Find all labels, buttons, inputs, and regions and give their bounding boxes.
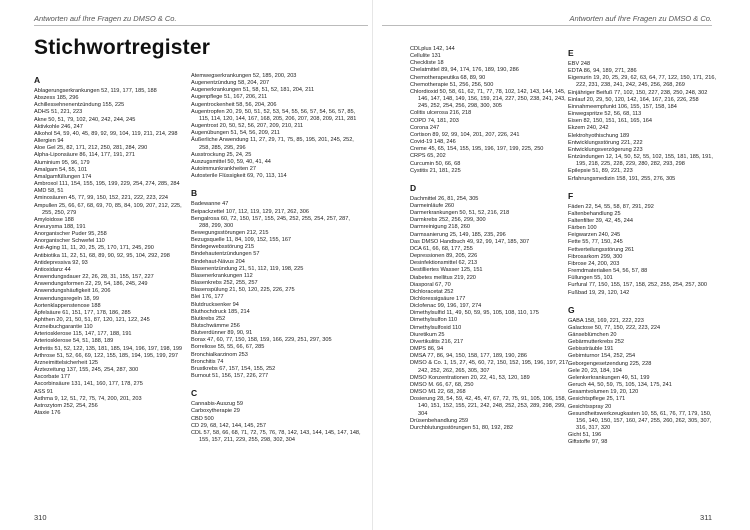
index-entry: Darmerkrankungen 50, 51, 52, 216, 218 xyxy=(410,210,510,217)
index-entry: Entwicklungsverzögerung 223 xyxy=(568,146,643,153)
index-entry: DMSO M. 66, 67, 68, 250 xyxy=(410,381,474,388)
index-entry: Dichloracetat 252 xyxy=(410,288,454,295)
index-entry: Amyloidose 188 xyxy=(34,216,74,223)
index-entry: Bewegungsstörungen 212, 215 xyxy=(191,229,269,236)
index-entry: Gebirnturnor 154, 252, 254 xyxy=(568,353,636,360)
section-letter: D xyxy=(410,182,417,193)
index-entry: Gebärmutterkrebs 252 xyxy=(568,339,624,346)
index-entry: Cortison 89, 92, 99, 104, 201, 207, 226, 241 xyxy=(410,131,520,138)
index-entry: Checkliste 18 xyxy=(410,60,444,67)
index-entry: Fettverteilungsstörung 261 xyxy=(568,246,635,253)
index-entry: CRPS 65, 202 xyxy=(410,153,446,160)
index-entry: Aminosäuren 45, 77, 99, 150, 152, 221, 222, 223, 224 xyxy=(34,195,169,202)
index-entry: Färben 100 xyxy=(568,225,597,232)
index-entry: Fußbad 19, 29, 120, 142 xyxy=(568,289,630,296)
index-entry: Beipackzettel 107, 112, 119, 129, 217, 262, 306 xyxy=(191,208,309,215)
index-entry: Blasenkrebs 252, 255, 257 xyxy=(191,280,258,287)
index-entry: Bindegewebsstörung 215 xyxy=(191,244,255,251)
index-entry: Dachmittel 26, 81, 254, 305 xyxy=(410,195,479,202)
index-entry: Abszess 185, 296 xyxy=(34,95,79,102)
index-entry: Aphthen 20, 21, 50, 51, 87, 120, 121, 122, 245 xyxy=(34,317,150,323)
index-entry: Fäden 22, 54, 55, 58, 87, 291, 292 xyxy=(568,203,654,210)
index-entry: Antioxidanz 44 xyxy=(34,266,71,273)
index-entry: Gicht 51, 196 xyxy=(568,432,602,439)
index-entry: Äpfelsäure 61, 151, 177, 178, 186, 285 xyxy=(34,309,131,316)
index-entry: Epilepsie 51, 89, 221, 223 xyxy=(568,168,633,175)
index-entry: Anti-Aging 11, 11, 20, 25, 25, 170, 171, 245, 290 xyxy=(34,245,154,252)
index-entry: ADHS 51, 221, 223 xyxy=(34,109,83,116)
index-entry: Bezugsquelle 11, 84, 109, 152, 155, 167 xyxy=(191,237,292,244)
index-entry: Antibiotika 11, 22, 51, 68, 89, 90, 92, 95, 104, 292, 298 xyxy=(34,252,170,259)
index-entry: Diabetes mellitus 219, 220 xyxy=(410,274,476,281)
index-entry: Dimethylsulfoxid 110 xyxy=(410,324,462,331)
index-entry: Augenerkrankungen 51, 58, 51, 52, 181, 204, 211 xyxy=(191,87,315,94)
index-entry: Gänseblümchen 20 xyxy=(568,332,617,338)
index-entry: Cystitis 21, 181, 225 xyxy=(410,167,461,174)
index-entry: Aktivkohle 246, 247 xyxy=(34,123,83,130)
index-entry: Gebissträuble 191 xyxy=(568,346,614,353)
index-entry: Anwendungsformen 22, 29, 54, 186, 245, 249 xyxy=(34,281,148,288)
index-entry: CBD 500 xyxy=(191,415,214,422)
index-column xyxy=(568,46,718,447)
section-letter: A xyxy=(34,75,41,85)
section-letter: B xyxy=(191,188,198,199)
index-entry: Arzneimittelsicherheit 125 xyxy=(34,359,99,366)
index-entry: Gelenkerkrankungen 49, 51, 199 xyxy=(568,374,650,381)
index-entry: Augentropfen 20, 29, 50, 51, 52, 53, 54, 55, 56, 57, 54, 56, 57, 85, 115, 114, 120, 144, 167, 168, 205, 206, 207, 208, 209, 211, 281 xyxy=(191,108,357,122)
index-entry: Ambroxol 111, 154, 155, 195, 199, 229, 254, 274, 285, 284 xyxy=(34,181,180,188)
index-entry: Gele 20, 23, 184, 194 xyxy=(568,367,622,374)
index-entry: Entwicklungsstörung 221, 222 xyxy=(568,139,643,146)
index-entry: Chemotherapeutika 68, 89, 90 xyxy=(410,74,486,81)
index-entry: Blasenspülung 21, 50, 120, 225, 226, 275 xyxy=(191,287,295,294)
index-entry: Diasporal 67, 70 xyxy=(410,281,451,288)
index-entry: Einlauf 20, 29, 50, 120, 142, 164, 167, 216, 226, 258 xyxy=(568,96,699,103)
index-entry: Darmeinläufe 260 xyxy=(410,202,455,209)
index-entry: CD 29, 68, 142, 144, 145, 257 xyxy=(191,422,266,429)
index-entry: Astrozytom 252, 254, 256 xyxy=(34,402,98,409)
index-entry: Badewanne 47 xyxy=(191,201,229,208)
index-entry: Ampullen 25, 66, 67, 68, 69, 70, 85, 84, 109, 207, 212, 225, 255, 250, 279 xyxy=(34,202,182,216)
index-entry: Aloe Gel 25, 82, 171, 212, 250, 281, 284, 290 xyxy=(34,145,148,152)
index-entry: Dimethylsulfon 110 xyxy=(410,317,458,324)
index-entry: Blasenerkrankungen 112 xyxy=(191,272,253,279)
index-entry: Curcumin 50, 66, 68 xyxy=(410,160,461,167)
index-entry: Einjähriger Beifuß 77, 102, 150, 227, 238, 250, 248, 302 xyxy=(568,89,708,96)
spacer xyxy=(191,180,361,186)
index-entry: Anwendungshäufigkeit 16, 206 xyxy=(34,288,111,295)
index-entry: CDL 57, 58, 66, 68, 71, 72, 75, 76, 78, 142, 143, 144, 145, 147, 148, 155, 157, 211, 229, 255, 298, 302, 304 xyxy=(191,429,361,444)
index-entry: Arthritis 51, 52, 122, 135, 181, 185, 194, 196, 197, 198, 199 xyxy=(34,345,183,352)
index-entry: Chelatmittel 89, 94, 174, 176, 189, 190, 286 xyxy=(410,67,519,74)
index-column xyxy=(410,46,570,432)
index-entry: Dichloressigsäure 177 xyxy=(410,296,466,302)
index-entry: Darmsanierung 25, 149, 185, 235, 296 xyxy=(410,231,506,238)
header-rule xyxy=(34,25,368,26)
index-entry: Amalgam 54, 55, 101 xyxy=(34,166,88,173)
index-entry: Geborgengesetzendung 225, 228 xyxy=(568,360,652,367)
index-entry: Giftstoffe 97, 98 xyxy=(568,439,608,446)
index-entry: EBV 248 xyxy=(568,61,591,67)
index-entry: DMSO Konzentrationen 20, 22, 41, 53, 120, 189 xyxy=(410,374,530,381)
running-header: Antworten auf Ihre Fragen zu DMSO & Co. xyxy=(569,14,712,23)
index-entry: Einnahmeempfunkt 106, 155, 157, 158, 184 xyxy=(568,103,677,110)
index-entry: ASS 91 xyxy=(34,388,53,395)
index-entry: Augentrockenheit 58, 56, 204, 206 xyxy=(191,101,277,108)
index-entry: Dimethylsulfid 11, 49, 50, 59, 95, 105, 108, 110, 175 xyxy=(410,310,539,317)
index-entry: Arthrose 51, 52, 66, 69, 122, 155, 185, 194, 195, 199, 297 xyxy=(34,352,178,359)
index-entry: Arzneibuchgarantie 110 xyxy=(34,324,93,331)
index-entry: Gesundheitswerkzeugkasten 10, 55, 61, 76, 77, 179, 150, 156, 140, 150, 157, 160, 247, 255, 260, 262, 305, 307, 316, 317, 320 xyxy=(568,410,712,432)
index-entry: Aortenklappenstenose 188 xyxy=(34,302,101,309)
index-entry: Anorganischer Schwefel 110 xyxy=(34,238,105,245)
index-entry: Diuretikum 25 xyxy=(410,331,445,338)
index-entry: Arteriosklerose 54, 51, 188, 189 xyxy=(34,338,114,345)
index-entry: Blasenentzündung 21, 51, 112, 119, 198, 225 xyxy=(191,265,304,272)
index-entry: Augenpflege 51, 167, 206, 211 xyxy=(191,94,268,101)
index-entry: EDTA 86, 94, 189, 271, 286 xyxy=(568,68,637,75)
index-entry: Atemwegserkrankungen 52, 185, 200, 203 xyxy=(191,73,297,79)
page-title: Stichwortregister xyxy=(34,36,211,59)
index-entry: Fette 55, 77, 150, 245 xyxy=(568,239,623,246)
index-entry: Akne 50, 51, 79, 102, 240, 242, 244, 245 xyxy=(34,116,136,123)
index-entry: Anwendungsregeln 18, 99 xyxy=(34,295,100,302)
index-entry: DMPS 86, 94 xyxy=(410,346,444,353)
index-entry: Durchblutungsstörungen 51, 80, 192, 282 xyxy=(410,424,513,431)
index-entry: Augentrost 20, 50, 52, 56, 207, 209, 210, 211 xyxy=(191,123,304,130)
index-entry: Das DMSO Handbuch 49, 92, 99, 147, 185, 307 xyxy=(410,238,530,245)
index-entry: Aneurysma 188, 191 xyxy=(34,223,86,230)
index-entry: Blei 176, 177 xyxy=(191,294,224,301)
index-entry: Entzündungen 12, 14, 50, 52, 55, 102, 155, 181, 185, 191, 195, 218, 225, 228, 229, 280, 282, 293, 298 xyxy=(568,154,713,168)
index-entry: Desinfektionsmittel 62, 213 xyxy=(410,260,478,267)
index-entry: Drüsenbehandlung 259 xyxy=(410,417,469,424)
index-entry: Bronchialkarzinom 253 xyxy=(191,351,248,358)
index-entry: Divertikulitis 216, 217 xyxy=(410,338,464,345)
left-page xyxy=(0,0,373,530)
page-number: 310 xyxy=(34,513,47,522)
index-entry: Äußerliche Anwendung 11, 27, 29, 71, 75, 85, 195, 201, 245, 252, 258, 285, 295, 296 xyxy=(191,137,354,151)
index-entry: Blutdrucksenker 94 xyxy=(191,301,239,308)
index-entry: Gesamtvolumen 19, 20, 120 xyxy=(568,389,639,396)
index-entry: DMSO M1 22, 68, 268 xyxy=(410,389,466,396)
index-entry: Fibrosarkom 299, 300 xyxy=(568,253,623,260)
index-entry: Cellulite 131 xyxy=(410,53,441,60)
index-entry: Allergien 94 xyxy=(34,138,64,145)
index-entry: Gesichtsspray 20 xyxy=(568,403,612,410)
section-letter: F xyxy=(568,190,574,201)
index-entry: Auszugsmittel 50, 59, 40, 41, 44 xyxy=(191,158,271,165)
index-entry: Elektrohyothischung 189 xyxy=(568,132,630,139)
index-entry: DMSO & Co. 1, 15, 27, 45, 60, 72, 150, 152, 195, 196, 197, 217, 242, 252, 262, 265, 305, 307 xyxy=(410,360,570,374)
index-entry: Eisen 82, 150, 151, 161, 165, 164 xyxy=(568,118,652,125)
index-column xyxy=(34,73,184,417)
index-entry: Darmreinigung 218, 260 xyxy=(410,224,471,231)
index-entry: Füllungen 55, 101 xyxy=(568,275,613,282)
index-entry: Asthma 9, 12, 51, 72, 75, 74, 200, 201, 203 xyxy=(34,395,142,402)
index-entry: COPD 74, 181, 203 xyxy=(410,117,459,124)
index-entry: Chemotherapie 51, 256, 256, 500 xyxy=(410,81,494,88)
index-entry: Bindehaut-Nävus 204 xyxy=(191,258,245,265)
index-entry: Augenentzündung 58, 204, 207 xyxy=(191,80,270,87)
index-entry: Ekzem 240, 242 xyxy=(568,125,609,132)
index-entry: Bluthochdruck 185, 214 xyxy=(191,308,250,315)
index-entry: CDLplus 142, 144 xyxy=(410,46,455,52)
header-rule xyxy=(382,25,712,26)
index-entry: Borax 47, 60, 77, 150, 158, 159, 166, 229, 251, 297, 305 xyxy=(191,337,332,344)
index-entry: Antidepressiva 92, 93 xyxy=(34,259,88,266)
right-page xyxy=(378,0,750,530)
running-header: Antworten auf Ihre Fragen zu DMSO & Co. xyxy=(34,14,177,23)
index-entry: Autoimmunkrankheiten 27 xyxy=(191,166,256,173)
index-entry: Arteriosklerose 115, 147, 177, 188, 191 xyxy=(34,331,132,338)
index-entry: Brustkrebs 67, 157, 154, 155, 252 xyxy=(191,365,276,372)
index-entry: Faltenfilter 39, 42, 45, 244 xyxy=(568,217,633,224)
index-entry: Ablagerungserkrankungen 52, 119, 177, 185, 188 xyxy=(34,88,157,94)
index-entry: Dosierung 28, 54, 59, 42, 45, 47, 67, 72, 75, 91, 105, 106, 158, 140, 151, 152, 155, 221, 242, 248, 252, 253, 289, 298, 299, 304 xyxy=(410,396,567,417)
index-entry: Cannabis-Auszug 59 xyxy=(191,401,243,408)
index-entry: Ärztezeitung 137, 155, 245, 254, 287, 300 xyxy=(34,367,139,374)
index-entry: Eigenurin 19, 20, 25, 29, 62, 63, 64, 77, 122, 150, 171, 216, 222, 231, 238, 241, 242, 245, 256, 268, 269 xyxy=(568,75,717,89)
index-entry: Faltenbehandlung 25 xyxy=(568,210,621,217)
section-letter: E xyxy=(568,48,574,58)
index-entry: Einwegspritze 52, 56, 68, 113 xyxy=(568,111,642,118)
index-entry: DMSA 77, 86, 94, 150, 158, 177, 189, 190, 286 xyxy=(410,353,527,360)
index-entry: AMD 58, 51 xyxy=(34,188,64,195)
index-entry: Furfural 77, 150, 155, 157, 158, 252, 255, 254, 257, 300 xyxy=(568,282,708,289)
index-entry: Amalgamfüllungen 174 xyxy=(34,173,92,180)
index-entry: Borreliose 55, 55, 66, 67, 285 xyxy=(191,344,265,351)
index-entry: Creme 45, 65, 154, 155, 195, 196, 197, 199, 225, 250 xyxy=(410,146,544,153)
index-entry: Augenübungen 51, 54, 56, 209, 211 xyxy=(191,130,280,137)
spacer xyxy=(410,175,570,181)
index-entry: Diclofenac 99, 196, 197, 274 xyxy=(410,303,482,310)
index-column xyxy=(191,73,361,444)
section-letter: C xyxy=(191,388,198,399)
index-entry: Ataxie 176 xyxy=(34,410,61,417)
index-entry: DCA 61, 66, 68, 177, 255 xyxy=(410,245,473,252)
index-entry: Ascorbate 177 xyxy=(34,374,71,381)
index-entry: Covid-19 148, 246 xyxy=(410,139,456,146)
index-entry: Colitis ulcerosa 216, 218 xyxy=(410,110,472,117)
index-entry: Destilliertes Wasser 125, 151 xyxy=(410,267,483,274)
index-entry: Alkohol 54, 59, 40, 45, 89, 92, 99, 104, 119, 211, 214, 298 xyxy=(34,130,178,137)
index-entry: Blutschwämme 256 xyxy=(191,323,240,329)
index-entry: Ascorbinsäure 131, 141, 160, 177, 178, 275 xyxy=(34,381,143,388)
index-entry: Blutverdünner 89, 90, 91 xyxy=(191,330,253,337)
index-entry: Burnout 51, 156, 157, 226, 277 xyxy=(191,373,269,380)
index-entry: Autosterile Flüssigkeit 69, 70, 113, 114 xyxy=(191,173,287,180)
section-letter: G xyxy=(568,304,575,315)
index-entry: Ausstrockung 25, 24, 25 xyxy=(191,151,252,158)
index-entry: Bengalrosa 60, 72, 150, 157, 155, 245, 252, 255, 254, 257, 287, 288, 299, 300 xyxy=(191,215,350,229)
index-entry: Corona 247 xyxy=(410,124,440,131)
index-entry: Carboxytherapie 29 xyxy=(191,408,240,415)
index-entry: Aluminium 95, 96, 179 xyxy=(34,159,90,166)
index-entry: Chlordioxid 50, 58, 61, 62, 71, 77, 78, 102, 142, 143, 144, 145, 146, 147, 148, 149, 156, 159, 214, 227, 250, 238, 241, 243, 245, 252, 254, 256, 298, 300, 305 xyxy=(410,88,566,110)
index-entry: Anorganischer Puder 95, 258 xyxy=(34,231,107,238)
index-entry: Feigwarzen 240, 245 xyxy=(568,232,621,239)
index-entry: Anwendungsdauer 22, 26, 28, 31, 155, 157, 227 xyxy=(34,274,154,281)
spacer xyxy=(568,183,718,189)
index-entry: Alpha-Liponsäure 86, 114, 177, 191, 271 xyxy=(34,152,135,159)
index-entry: Darmkrebs 252, 256, 299, 300 xyxy=(410,217,486,224)
spacer xyxy=(568,297,718,303)
index-entry: GABA 158, 169, 221, 222, 223 xyxy=(568,317,644,324)
index-entry: Geruch 44, 50, 59, 75, 105, 134, 175, 241 xyxy=(568,382,672,389)
index-entry: Achillessehnenentzündung 155, 225 xyxy=(34,102,125,109)
index-entry: Gesichtspflege 25, 171 xyxy=(568,396,626,403)
index-entry: Bindehautentzündungen 57 xyxy=(191,251,260,258)
index-entry: Fibrose 24, 200, 203 xyxy=(568,260,620,267)
spacer xyxy=(191,380,361,386)
index-entry: Blutkrebs 252 xyxy=(191,315,226,322)
index-entry: Depressionen 89, 205, 226 xyxy=(410,253,478,260)
index-entry: Fremdmaterialien 54, 56, 57, 88 xyxy=(568,268,648,275)
index-entry: Erfahrungsmedizin 158, 191, 255, 276, 305 xyxy=(568,175,676,182)
page-number: 311 xyxy=(700,513,712,522)
index-entry: Bronchitis 74 xyxy=(191,358,224,365)
index-entry: Galactose 50, 77, 150, 222, 223, 224 xyxy=(568,324,661,331)
